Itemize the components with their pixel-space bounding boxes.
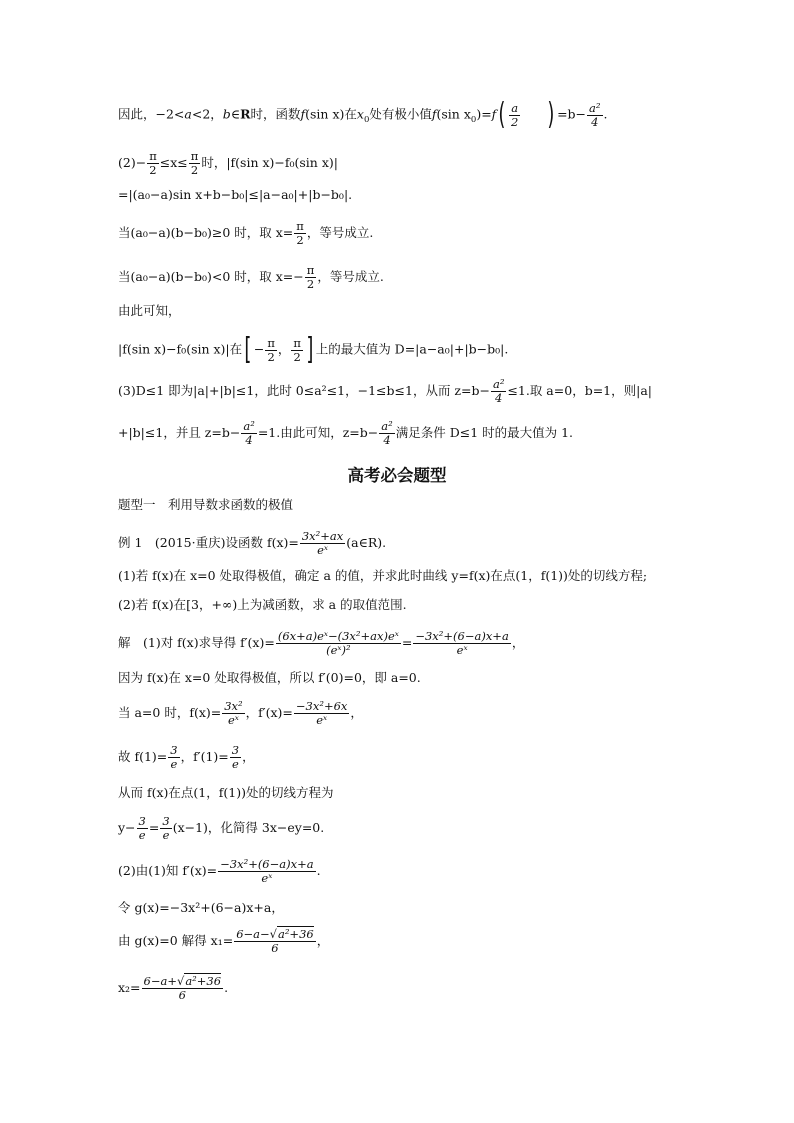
text: = [401, 635, 413, 650]
text: =b− [557, 106, 587, 122]
fraction: $\frac{\pi}{2}$ [293, 335, 301, 364]
text: ， [511, 635, 525, 650]
solution-line-3: =|(a₀−a)sin x+b−b₀|≤|a−a₀|+|b−b₀|. [118, 187, 353, 202]
text: ， [242, 749, 255, 764]
fraction: $\frac{\text{a²}}{4}$ [589, 100, 601, 129]
fraction: $\frac{\text{(6x+a)eˣ−(3x²+ax)eˣ}}{\text{(eˣ)²}}$ [277, 629, 399, 657]
solution-line-7 [118, 332, 509, 367]
text: 处有极小值 [369, 106, 432, 122]
text: 当(a₀−a)(b−b₀)<0 时，取 x=− [118, 269, 304, 284]
example-1-question-1: (1)若 f(x)在 x=0 处取得极值，确定 a 的值，并求此时曲线 y=f(x)在点(1，f(1))处的切线方程; [118, 568, 648, 583]
text: ， [350, 705, 363, 720]
var: f [491, 106, 497, 122]
right-bracket: ] [306, 332, 314, 367]
text: (2)由(1)知 f′(x)= [118, 863, 218, 878]
fraction: $\frac{\pi}{2}$ [267, 335, 275, 364]
text: . [603, 106, 608, 122]
text: y− [118, 820, 136, 835]
fraction: $\frac{\pi}{2}$ [296, 219, 304, 247]
fraction: $\frac{\text{a²}}{4}$ [381, 419, 393, 447]
fraction: $\frac{3}{e}$ [162, 814, 170, 842]
var: b [222, 106, 231, 122]
text: 时，函数 [250, 106, 301, 122]
fraction: $\frac{\pi}{2}$ [306, 263, 315, 291]
solution-step-2: 因为 f(x)在 x=0 处取得极值，所以 f′(0)=0，即 a=0. [118, 670, 421, 685]
text: 例 1 (2015·重庆)设函数 f(x)= [118, 535, 299, 550]
var: x [356, 106, 364, 122]
text: (sin x [436, 106, 471, 122]
var: f [431, 106, 437, 122]
text: ∈ [230, 106, 241, 122]
solution-step-7 [118, 858, 321, 885]
text: 解 (1)对 f(x)求导得 f′(x)= [118, 635, 275, 650]
fraction: $\frac{3}{e}$ [138, 814, 146, 842]
text: 时，|f(sin x)−f₀(sin x)| [201, 155, 338, 170]
text: ，f′(x)= [245, 705, 293, 720]
text: ≤x≤ [159, 155, 188, 170]
text: . [224, 980, 229, 995]
text: =1.由此可知，z=b− [257, 425, 379, 440]
solution-step-8: 令 g(x)=−3x²+(6−a)x+a， [118, 900, 284, 915]
solution-step-6 [118, 815, 324, 842]
left-paren: ( [498, 97, 506, 132]
left-bracket: [ [244, 332, 252, 367]
text: (x−1)，化简得 3x−ey=0. [172, 820, 325, 835]
text: ，等号成立. [317, 269, 384, 284]
text: |f(sin x)−f₀(sin x)|在 [118, 341, 243, 357]
text: (sin x)在 [305, 106, 357, 122]
subscript: 0 [470, 115, 477, 125]
section-heading: 高考必会题型 [347, 466, 447, 485]
text: (2)− [118, 155, 147, 170]
text: = [148, 820, 160, 835]
text: ，f′(1)= [180, 749, 229, 764]
solution-step-5: 从而 f(x)在点(1，f(1))处的切线方程为 [118, 785, 334, 800]
solution-line-2 [118, 150, 338, 177]
right-paren: ) [547, 97, 555, 132]
solution-step-1 [118, 630, 524, 657]
subscript: 0 [363, 115, 370, 125]
text: 当 a=0 时，f(x)= [118, 705, 222, 720]
text: <2， [191, 106, 223, 122]
fraction: $\frac{\text{−3x²+(6−a)x+a}}{\text{eˣ}}$ [415, 629, 509, 657]
solution-line-6: 由此可知， [118, 303, 181, 318]
fraction: $\frac{\pi}{2}$ [149, 149, 157, 177]
text: . [316, 863, 321, 878]
solution-line-1 [118, 97, 608, 132]
text: − [253, 341, 265, 357]
fraction: $\frac{\text{6−a+√a²+36}}{6}$ [143, 974, 222, 1002]
text: ， [277, 341, 291, 357]
solution-step-4 [118, 744, 255, 771]
fraction: $\frac{\text{3x²+ax}}{\text{eˣ}}$ [301, 529, 344, 557]
example-1-statement [118, 530, 386, 557]
text: )= [476, 106, 492, 122]
example-1-question-2: (2)若 f(x)在[3，+∞)上为减函数，求 a 的取值范围. [118, 597, 407, 612]
var: f [300, 106, 306, 122]
text: ， [316, 933, 330, 948]
fraction: $\frac{\text{a²}}{4}$ [243, 419, 255, 447]
text: 当(a₀−a)(b−b₀)≥0 时，取 x= [118, 225, 294, 240]
solution-step-9 [118, 928, 329, 955]
solution-line-8 [118, 378, 652, 405]
text: 上的最大值为 D=|a−a₀|+|b−b₀|. [315, 341, 509, 357]
solution-line-9 [118, 420, 573, 447]
text: +|b|≤1，并且 z=b− [118, 425, 241, 440]
set-R: R [240, 106, 251, 122]
var: a [184, 106, 192, 122]
text: 故 f(1)= [118, 749, 168, 764]
fraction: $\frac{a}{2}$ [511, 100, 519, 129]
solution-step-3 [118, 700, 363, 727]
fraction: $\frac{\text{−3x²+6x}}{\text{eˣ}}$ [295, 699, 348, 727]
text: 满足条件 D≤1 时的最大值为 1. [395, 425, 574, 440]
text: ，等号成立. [306, 225, 374, 240]
type1-title: 题型一 利用导数求函数的极值 [118, 497, 294, 512]
text: 由 g(x)=0 解得 x₁= [118, 933, 234, 948]
fraction: $\frac{3}{e}$ [231, 743, 240, 771]
fraction: $\frac{\pi}{2}$ [190, 149, 199, 177]
solution-line-5 [118, 264, 384, 291]
text: 因此，−2< [118, 106, 185, 122]
text: x₂= [118, 980, 141, 995]
text: ≤1.取 a=0，b=1，则|a| [507, 383, 652, 398]
fraction: $\frac{3}{e}$ [170, 743, 178, 771]
solution-line-4 [118, 220, 373, 247]
solution-step-10 [118, 975, 228, 1002]
text: (a∈R). [346, 535, 387, 550]
fraction: $\frac{\text{3x²}}{\text{eˣ}}$ [224, 699, 243, 727]
fraction: $\frac{\text{−3x²+(6−a)x+a}}{\text{eˣ}}$ [220, 857, 314, 885]
text: (3)D≤1 即为|a|+|b|≤1，此时 0≤a²≤1，−1≤b≤1，从而 z=b− [118, 383, 490, 398]
fraction: $\frac{\text{a²}}{4}$ [492, 377, 505, 405]
fraction: $\frac{\text{6−a−√a²+36}}{6}$ [236, 927, 314, 955]
